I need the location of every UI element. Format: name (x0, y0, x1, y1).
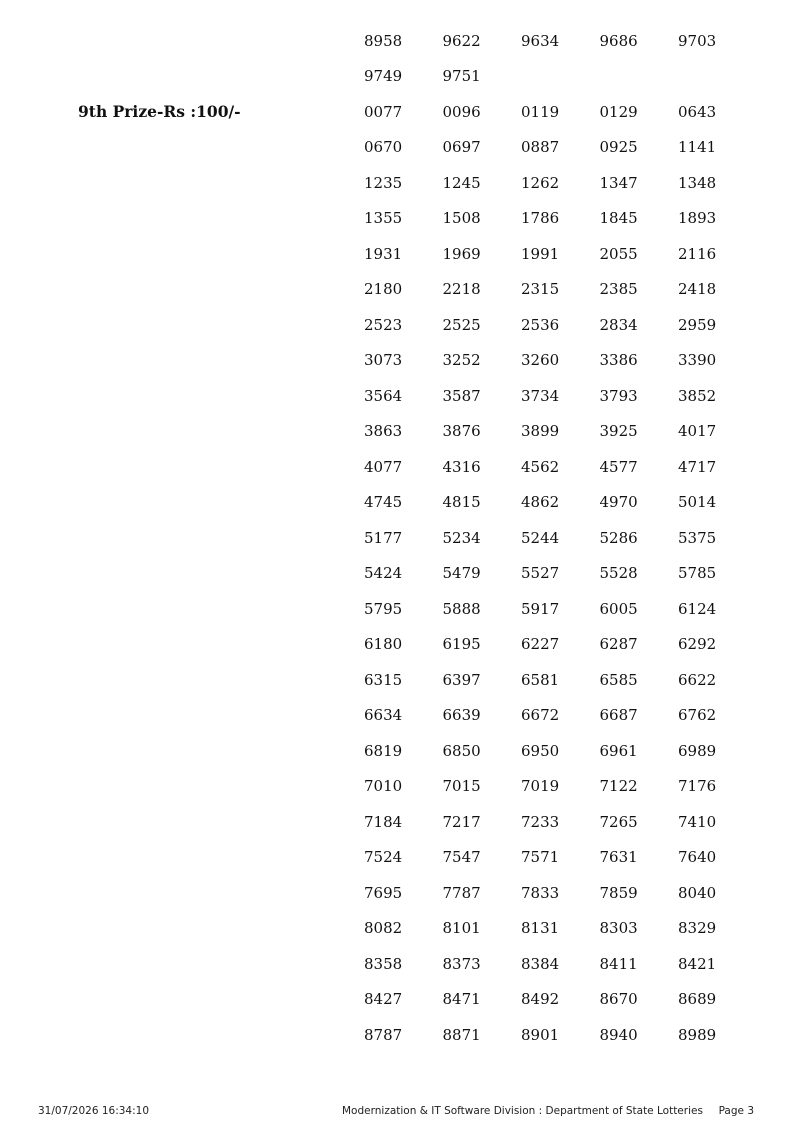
winning-number: 5286 (599, 528, 638, 547)
winning-number: 4717 (678, 457, 717, 476)
number-row (364, 627, 757, 663)
winning-number: 5785 (678, 564, 717, 583)
winning-number: 0697 (442, 138, 481, 157)
number-row (364, 769, 757, 805)
winning-number: 0887 (521, 138, 560, 157)
winning-number: 8871 (442, 1025, 481, 1044)
winning-number: 6989 (678, 741, 717, 760)
number-row (364, 378, 757, 414)
winning-number: 3863 (364, 422, 403, 441)
winning-number: 5528 (599, 564, 638, 583)
winning-number: 3390 (678, 351, 717, 370)
winning-number: 5795 (364, 599, 403, 618)
winning-number: 8940 (599, 1025, 638, 1044)
winning-number: 7859 (599, 883, 638, 902)
winning-number: 3852 (678, 386, 717, 405)
winning-number: 8131 (521, 919, 560, 938)
winning-number: 7547 (442, 848, 481, 867)
winning-number: 5014 (678, 493, 717, 512)
winning-number: 1931 (364, 244, 403, 263)
winning-number: 3793 (599, 386, 638, 405)
winning-number: 8427 (364, 990, 403, 1009)
winning-number: 2418 (678, 280, 717, 299)
winning-number: 9622 (442, 31, 481, 50)
number-row (364, 94, 757, 130)
winning-number: 6961 (599, 741, 638, 760)
winning-number: 3925 (599, 422, 638, 441)
winning-number: 2525 (442, 315, 481, 334)
footer-timestamp: 31/07/2026 16:34:10 (38, 1105, 150, 1117)
winning-number: 8787 (364, 1025, 403, 1044)
winning-number: 8989 (678, 1025, 717, 1044)
winning-number: 3260 (521, 351, 560, 370)
winning-number: 2834 (599, 315, 638, 334)
winning-number: 6585 (599, 670, 638, 689)
winning-number: 9703 (678, 31, 717, 50)
winning-number: 7524 (364, 848, 403, 867)
winning-number: 8329 (678, 919, 717, 938)
number-row (364, 59, 757, 95)
winning-number: 8373 (442, 954, 481, 973)
winning-number: 4017 (678, 422, 717, 441)
winning-number: 7122 (599, 777, 638, 796)
winning-number: 7640 (678, 848, 717, 867)
winning-number: 8492 (521, 990, 560, 1009)
winning-number: 6180 (364, 635, 403, 654)
winning-number: 8303 (599, 919, 638, 938)
number-row (364, 307, 757, 343)
winning-number: 6850 (442, 741, 481, 760)
winning-number: 0096 (442, 102, 481, 121)
winning-number: 2180 (364, 280, 403, 299)
winning-number: 2536 (521, 315, 560, 334)
winning-number: 4562 (521, 457, 560, 476)
winning-number: 7233 (521, 812, 560, 831)
winning-number: 2959 (678, 315, 717, 334)
winning-number: 1845 (599, 209, 638, 228)
winning-number: 1786 (521, 209, 560, 228)
winning-number: 6639 (442, 706, 481, 725)
winning-number: 4862 (521, 493, 560, 512)
winning-number: 3073 (364, 351, 403, 370)
winning-number: 7176 (678, 777, 717, 796)
winning-number: 1347 (599, 173, 638, 192)
winning-number: 2523 (364, 315, 403, 334)
number-row (364, 804, 757, 840)
winning-number: 6005 (599, 599, 638, 618)
winning-number: 7265 (599, 812, 638, 831)
winning-number: 6622 (678, 670, 717, 689)
winning-number: 5177 (364, 528, 403, 547)
winning-number: 0643 (678, 102, 717, 121)
winning-number: 3252 (442, 351, 481, 370)
winning-number: 6950 (521, 741, 560, 760)
winning-number: 6315 (364, 670, 403, 689)
winning-number: 0129 (599, 102, 638, 121)
winning-number: 3899 (521, 422, 560, 441)
winning-number: 9749 (364, 67, 403, 86)
winning-number: 3734 (521, 386, 560, 405)
number-row (364, 1017, 757, 1053)
winning-number: 7010 (364, 777, 403, 796)
winning-number: 4316 (442, 457, 481, 476)
winning-number: 1355 (364, 209, 403, 228)
footer-division: Modernization & IT Software Division : Department of State Lotteries (342, 1105, 703, 1117)
number-row (364, 733, 757, 769)
winning-number: 3876 (442, 422, 481, 441)
winning-number: 1235 (364, 173, 403, 192)
winning-number: 1141 (678, 138, 717, 157)
winning-number: 6762 (678, 706, 717, 725)
winning-number: 0119 (521, 102, 560, 121)
winning-number: 7787 (442, 883, 481, 902)
winning-number: 2116 (678, 244, 717, 263)
winning-number: 1969 (442, 244, 481, 263)
winning-number: 2055 (599, 244, 638, 263)
winning-number: 1893 (678, 209, 717, 228)
winning-number: 4577 (599, 457, 638, 476)
prize-label: 9th Prize-Rs :100/- (78, 102, 241, 121)
winning-number: 7019 (521, 777, 560, 796)
winning-number: 8958 (364, 31, 403, 50)
winning-number: 2315 (521, 280, 560, 299)
winning-number: 6581 (521, 670, 560, 689)
winning-number: 6819 (364, 741, 403, 760)
winning-number: 8689 (678, 990, 717, 1009)
winning-number: 4815 (442, 493, 481, 512)
winning-number: 6227 (521, 635, 560, 654)
winning-number: 7571 (521, 848, 560, 867)
winning-number: 3386 (599, 351, 638, 370)
winning-number: 8471 (442, 990, 481, 1009)
winning-number: 8411 (599, 954, 638, 973)
number-row (364, 911, 757, 947)
winning-number: 8082 (364, 919, 403, 938)
winning-number: 5375 (678, 528, 717, 547)
winning-number: 4077 (364, 457, 403, 476)
winning-number: 0077 (364, 102, 403, 121)
number-row (364, 165, 757, 201)
number-row (364, 23, 757, 59)
winning-number: 1262 (521, 173, 560, 192)
winning-number: 4970 (599, 493, 638, 512)
winning-number: 1348 (678, 173, 717, 192)
winning-number: 1508 (442, 209, 481, 228)
winning-number: 3564 (364, 386, 403, 405)
number-row (364, 520, 757, 556)
number-row (364, 201, 757, 237)
winning-number: 8358 (364, 954, 403, 973)
winning-number: 8040 (678, 883, 717, 902)
winning-number: 6672 (521, 706, 560, 725)
winning-number: 2218 (442, 280, 481, 299)
number-row (364, 272, 757, 308)
winning-number: 1245 (442, 173, 481, 192)
winning-number: 6634 (364, 706, 403, 725)
number-row (364, 343, 757, 379)
winning-number: 2385 (599, 280, 638, 299)
winning-number: 5424 (364, 564, 403, 583)
winning-number: 9751 (442, 67, 481, 86)
winning-number: 6124 (678, 599, 717, 618)
number-row (364, 982, 757, 1018)
winning-number: 8384 (521, 954, 560, 973)
winning-number: 5244 (521, 528, 560, 547)
winning-number: 3587 (442, 386, 481, 405)
winning-number: 6287 (599, 635, 638, 654)
number-row (364, 485, 757, 521)
winning-number: 7410 (678, 812, 717, 831)
footer-page-number: Page 3 (718, 1105, 754, 1117)
number-row (364, 840, 757, 876)
winning-number: 7217 (442, 812, 481, 831)
winning-number: 7015 (442, 777, 481, 796)
winning-number: 5888 (442, 599, 481, 618)
number-row (364, 414, 757, 450)
number-row (364, 698, 757, 734)
winning-number: 5479 (442, 564, 481, 583)
winning-number: 6195 (442, 635, 481, 654)
winning-number: 7833 (521, 883, 560, 902)
winning-number: 8901 (521, 1025, 560, 1044)
winning-number: 0925 (599, 138, 638, 157)
number-row (364, 449, 757, 485)
winning-number: 5527 (521, 564, 560, 583)
number-row (364, 946, 757, 982)
number-grid (364, 23, 757, 1053)
winning-number: 8670 (599, 990, 638, 1009)
winning-number: 4745 (364, 493, 403, 512)
winning-number: 9686 (599, 31, 638, 50)
number-row (364, 556, 757, 592)
winning-number: 7695 (364, 883, 403, 902)
winning-number: 9634 (521, 31, 560, 50)
winning-number: 0670 (364, 138, 403, 157)
winning-number: 6292 (678, 635, 717, 654)
winning-number: 8101 (442, 919, 481, 938)
number-row (364, 591, 757, 627)
number-row (364, 130, 757, 166)
number-row (364, 875, 757, 911)
winning-number: 1991 (521, 244, 560, 263)
winning-number: 7631 (599, 848, 638, 867)
winning-number: 5917 (521, 599, 560, 618)
winning-number: 6397 (442, 670, 481, 689)
number-row (364, 236, 757, 272)
winning-number: 8421 (678, 954, 717, 973)
number-row (364, 662, 757, 698)
winning-number: 6687 (599, 706, 638, 725)
winning-number: 5234 (442, 528, 481, 547)
winning-number: 7184 (364, 812, 403, 831)
